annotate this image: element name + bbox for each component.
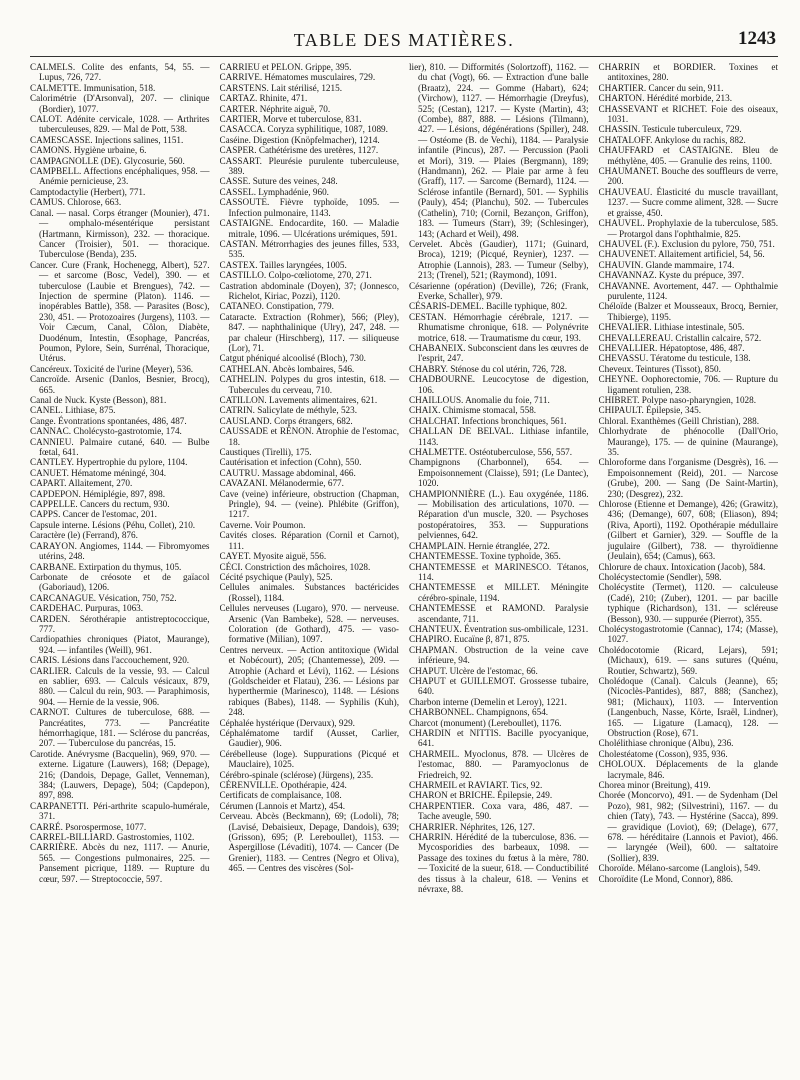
index-entry: CAMUS. Chlorose, 663.: [30, 197, 122, 208]
index-entry: CARIS. Lésions dans l'accouchement, 920.: [30, 655, 190, 666]
index-column-2: [220, 62, 400, 1072]
index-entry: CHEVALLEREAU. Cristallin calcaire, 572.: [598, 332, 762, 343]
index-entry: CATANEO. Constipation, 779.: [219, 301, 334, 312]
index-entry: Chlorure de chaux. Intoxication (Jacob), 584.: [598, 561, 766, 572]
index-entry: CATILLON. Lavements alimentaires, 621.: [219, 395, 378, 405]
index-entry: CARRÉ. Psorospermose, 1077.: [30, 821, 147, 832]
page-header: [30, 0, 778, 50]
index-entry: Cholécystectomie (Sendler), 598.: [598, 571, 722, 582]
index-entry: Canal de Nuck. Kyste (Besson), 881.: [30, 395, 167, 405]
index-entry: CHARRIN et BORDIER. Toxines et antitoxines, 280.: [598, 62, 778, 83]
index-entry: Carbonate de créosote et de gaïacol (Gaboriaud), 1206.: [30, 571, 210, 593]
index-entry: CHARRIER. Néphrites, 126, 127.: [409, 821, 535, 832]
index-entry: CANUET. Hématome méningé, 304.: [30, 467, 167, 478]
index-entry: CHAPIRO. Eucaïne β, 871, 875.: [409, 634, 530, 645]
index-entry: CAPPELLE. Cancers du rectum, 930.: [30, 499, 170, 510]
index-entry: Centres nerveux. — Action antitoxique (Widal et Nobécourt), 205; (Chantemesse), 209. — Atrophie (Achard et Lévi), 1162. — Lésions (Goldscheider et Flatau), 236. — Lésions par hyperthermie (Marinesco), 1148. — Lésions rabiques (Babes), 1148. — Syphilis (Kuh), 248.: [219, 644, 399, 718]
index-entry: CHIBRET. Polype naso-pharyngien, 1028.: [598, 395, 757, 405]
index-entry: CAPPS. Cancer de l'estomac, 201.: [30, 509, 157, 520]
index-entry: CARPANETTI. Péri-arthrite scapulo-humérale, 371.: [30, 800, 210, 822]
index-entry: Cholédoque (Canal). Calculs (Jeanne), 65; (Nicoclès-Pantides), 887, 888; (Sanchez), 981; (Michaux), 1103. — Intervention (Langenbuch, Nasse, Körte, Israël, Lindner), 165. — Ligature (Lamacq), 128. — Obstruction (Rose), 671.: [598, 675, 778, 738]
index-entry: CHANTEMESSE. Toxine typhoïde, 365.: [409, 551, 561, 562]
index-columns: [30, 62, 778, 1072]
index-entry: CHATALOFF. Ankylose du rachis, 882.: [598, 134, 746, 145]
index-entry: CHAVANNAZ. Kyste du prépuce, 397.: [598, 270, 744, 281]
index-entry: CALOT. Adénite cervicale, 1028. — Arthrites tuberculeuses, 829. — Mal de Pott, 538.: [30, 114, 210, 135]
index-entry: Chloroforme dans l'organisme (Desgrès), 16. — Empoisonnement (Reid), 201. — Narcose (Grube), 200. — Sang (De Saint-Martin), 230; (Desgrez), 232.: [598, 457, 778, 499]
index-entry: Cholélithiase chronique (Albu), 236.: [598, 738, 734, 749]
index-entry: Cancroïde. Arsenic (Danlos, Besnier, Brocq), 665.: [30, 374, 210, 395]
index-entry: CHAUVEL (F.). Exclusion du pylore, 750, 751.: [598, 238, 775, 249]
index-entry: Cholécystogastrotomie (Cannac), 174; (Masse), 1027.: [598, 623, 778, 645]
index-entry: CARLIER. Calculs de la vessie, 93. — Calcul en sablier, 693. — Calculs vésicaux, 879, 880. — Calcul du rein, 903. — Paraphimosis, 904. — Hernie de la vessie, 906.: [30, 665, 210, 707]
index-entry: CHARON et BRICHE. Épilepsie, 249.: [409, 790, 553, 801]
index-entry: CAMONS. Hygiène urbaine, 6.: [30, 145, 147, 156]
index-entry: lier), 810. — Difformités (Solortzoff), 1162. — du chat (Vogt), 66. — Extraction d'une balle (Braatz), 224. — Gomme (Habart), 624; (Virchow), 1127. — Hémorrhagie (Dreyfus), 525; (Cestan), 1217. — Kyste (Martin), 43; (Combe), 887, 888. — Lésions (Tilmann), 427. — Lésions, dégénérations (Spiller), 248. — Ostéome (B. de Vechi), 1184. — Paralysie infantile (Pincus), 287. — Percussion (Paoli et Mori), 319. — Plaies (Bergmann), 189; (Handmann), 262. — Plaie par arme à feu (Graff), 117. — Sarcome (Bernard), 1124. — Sclérose infantile (Bernard), 501. — Syphilis (Pauly), 454; (Planchu), 502. — Tubercules (Cathelin), 710; (Cornil, Bezançon, Griffon), 183. — Tumeurs (Starr), 39; (Schlesinger), 143; (Achard et Weil), 498.: [409, 62, 589, 239]
index-entry: Cancer. Cure (Frank, Hochenegg, Albert), 527. — et sarcome (Bosc, Vedel), 390. — et tuberculose (Laubie et Brengues), 742. — Injection de sperminе (Platon). 1146. — inopérables Battle), 358. — Parasites (Bosc), 230, 451. — Protozoaires (Jurgens), 1103. — Voir Cæcum, Canal, Côlon, Diabète, Duodénum, Intestin, Œsophage, Pancréas, Poumon, Pylore, Sein, Surrénal, Thoracique, Utérus.: [30, 259, 210, 364]
index-entry: CARTER. Néphrite aiguë, 70.: [219, 103, 331, 114]
index-entry: CHABANEIX. Subconscient dans les œuvres de l'esprit, 247.: [409, 342, 589, 364]
index-entry: CASSEL. Lymphadénie, 960.: [219, 186, 329, 197]
index-entry: CHAUVEAU. Élasticité du muscle travaillant, 1237. — Sucre comme aliment, 328. — Sucre et graisse, 450.: [598, 186, 778, 218]
index-entry: CHEVASSU. Tératome du testicule, 138.: [598, 353, 751, 364]
index-entry: CARRIEU et PELON. Grippe, 395.: [219, 62, 352, 72]
index-entry: CARAYON. Angiomes, 1144. — Fibromyomes utérins, 248.: [30, 540, 210, 562]
index-entry: Castration abdominale (Doyen), 37; (Jonnesco, Richelot, Kiriac, Pozzi), 1120.: [219, 280, 399, 301]
index-entry: CHALMETTE. Ostéotuberculose, 556, 557.: [409, 447, 573, 458]
index-entry: CHARRIN. Hérédité de la tuberculose, 836. — Mycosporidies des barbeaux, 1098. — Passage des toxines du fœtus à la mère, 780. — Toxicité de la sueur, 618. — Conductibilité des tissus à la chaleur, 618. — Venins et névraxe, 88.: [409, 832, 589, 895]
index-entry: Cange. Évontrations spontanées, 486, 487.: [30, 415, 187, 426]
index-entry: CHIPAULT. Épilepsie, 345.: [598, 405, 702, 416]
index-entry: CHEVALLIER. Hépatoptose, 486, 487.: [598, 342, 745, 353]
index-entry: CHARTIER. Cancer du sein, 911.: [598, 82, 724, 93]
index-entry: CANNIEU. Palmaire cutané, 640. — Bulbe fœtal, 641.: [30, 436, 210, 458]
index-entry: CHARDIN et NITTIS. Bacille pyocyanique, 641.: [409, 728, 589, 749]
index-entry: CASTAIGNE. Endocardite, 160. — Maladie mitrale, 1096. — Ulcérations urémiques, 591.: [219, 218, 399, 239]
index-entry: CHAUVEL. Prophylaxie de la tuberculose, 585. — Protargol dans l'ophthalmie, 825.: [598, 218, 778, 239]
index-entry: CASSOUTE. Fièvre typhoïde, 1095. — Infection pulmonaire, 1143.: [219, 197, 399, 218]
index-entry: CHAPUT. Ulcère de l'estomac, 66.: [409, 665, 538, 676]
index-entry: CHAMPLAIN. Hernie étranglée, 272.: [409, 540, 550, 551]
index-entry: Cellules animales. Substances bactéricides (Rossel), 1184.: [219, 582, 399, 603]
index-entry: CHAMPIONNIÈRE (L.). Eau oxygénée, 1186. — Mobilisation des articulations, 1070. — Réparation d'un muscle, 320. — Psychoses postopératoires, 353. — Suppurations pelviennes, 642.: [409, 488, 589, 541]
index-entry: CASACCA. Coryza syphilitique, 1087, 1089.: [219, 124, 388, 135]
index-entry: CHAVANNE. Avortement, 447. — Ophthalmie purulente, 1124.: [598, 280, 778, 301]
index-entry: Chorea minor (Breitung), 419.: [598, 780, 711, 791]
index-entry: Cérébelleuse (loge). Suppurations (Picqué et Mauclaire), 1025.: [219, 748, 399, 770]
index-entry: Carotide. Anévrysme (Bacquelin), 969, 970. — externe. Ligature (Lauwers), 168; (Depage), 216; (Dandois, Depage, Gallet, Venneman), 384; (Lauwers, Depage), 504; (Capdepon), 897, 898.: [30, 748, 210, 801]
index-entry: Cérumen (Lannois et Martz), 454.: [219, 800, 346, 811]
index-entry: CÉSARIS-DEMEL. Bacille typhique, 802.: [409, 301, 568, 312]
index-entry: CHAUMANET. Bouche des souffleurs de verre, 200.: [598, 166, 778, 187]
index-entry: Caustiques (Tirelli), 175.: [219, 447, 312, 458]
index-entry: CHEVALIER. Lithiase intestinale, 505.: [598, 322, 745, 333]
index-entry: Cave (veine) inférieure, obstruction (Chapman, Pringle), 94. — (veine). Phlébite (Griffon), 1217.: [219, 488, 399, 520]
index-entry: CAPART. Allaitement, 270.: [30, 478, 133, 489]
index-entry: Cardiopathies chroniques (Piatot, Maurange), 924. — infantiles (Weill), 961.: [30, 634, 210, 655]
index-entry: Cécité psychique (Pauly), 525.: [219, 571, 333, 582]
index-entry: Capsule interne. Lésions (Péhu, Collet), 210.: [30, 519, 196, 530]
index-entry: CHAUVENET. Allaitement artificiel, 54, 56.: [598, 249, 765, 260]
index-entry: Cautérisation et infection (Cohn), 550.: [219, 457, 362, 468]
index-entry: CÉCI. Constriction des mâchoires, 1028.: [219, 561, 371, 572]
index-entry: CARRIVE. Hématomes musculaires, 729.: [219, 72, 376, 83]
index-entry: Cheveux. Teintures (Tissot), 850.: [598, 363, 721, 374]
index-entry: Certificats de complaisance, 108.: [219, 790, 342, 801]
index-entry: Cérébro-spinale (sclérose) (Jürgens), 235.: [219, 769, 374, 780]
index-entry: Chéloïde (Balzer et Mousseaux, Brocq, Bernier, Thibierge), 1195.: [598, 301, 778, 322]
index-entry: CARTAZ. Rhinite, 471.: [219, 93, 308, 104]
index-entry: CAPDEPON. Hémiplégie, 897, 898.: [30, 488, 165, 499]
index-entry: Catgut phéniqué alcoolisé (Bloch), 730.: [219, 353, 366, 364]
index-entry: CAYET. Myosite aiguë, 556.: [219, 551, 327, 562]
index-entry: CHASSIN. Testicule tuberculeux, 729.: [598, 124, 742, 135]
index-entry: CARNOT. Cultures de tuberculose, 688. — Pancréatites, 773. — Pancréatite hémorrhagique, 181. — Sclérose du pancréas, 207. — Tuberculose du pancréas, 15.: [30, 707, 210, 749]
index-entry: Calorimétrie (D'Arsonval), 207. — clinique (Bordier), 1077.: [30, 93, 210, 114]
index-entry: CARDEN. Sérothérapie antistreptococcique, 777.: [30, 613, 210, 634]
index-entry: Cholestéatome (Cosson), 935, 936.: [598, 748, 728, 759]
index-entry: Chlorhydrate de phénocolle (Dall'Orio, Maurange), 175. — de quinine (Maurange), 35.: [598, 426, 778, 458]
index-entry: CHANTEUX. Éventration sus-ombilicale, 1231.: [409, 623, 589, 634]
index-entry: CHARPENTIER. Coxa vara, 486, 487. — Tache aveugle, 590.: [409, 800, 589, 822]
index-entry: CHARMEIL et RAVIART. Tics, 92.: [409, 780, 543, 791]
index-entry: CHASSEVANT et RICHET. Foie des oiseaux, 1031.: [598, 103, 778, 125]
index-entry: CHANTEMESSE et RAMOND. Paralysie ascendante, 711.: [409, 603, 589, 624]
index-entry: Cellules nerveuses (Lugaro), 970. — nerveuse. Arsenic (Van Bambeke), 528. — nerveuses. Coloration (de Gothard), 475. — vaso-formative (Milian), 1097.: [219, 603, 399, 645]
index-entry: CAMPAGNOLLE (DE). Glycosurie, 560.: [30, 155, 185, 166]
index-entry: Céphalématome tardif (Ausset, Carlier, Gaudier), 906.: [219, 728, 399, 749]
index-entry: CASSART. Pleurésie purulente tuberculeuse, 389.: [219, 155, 399, 177]
index-entry: CALMETTE. Immunisation, 518.: [30, 82, 156, 93]
index-entry: Céphalée hystérique (Dervaux), 929.: [219, 717, 355, 728]
index-entry: CARRIÈRE. Abcès du nez, 1117. — Anurie, 565. — Congestions pulmonaires, 225. — Pansement picrique, 1189. — Rupture du cœur, 597. — Streptococcie, 597.: [30, 842, 210, 884]
index-entry: CHAUFFARD et CASTAIGNE. Bleu de méthylène, 405. — Granulie des reins, 1100.: [598, 145, 778, 166]
index-entry: Cholédocotomie (Ricard, Lejars), 591; (Michaux), 619. — sans sutures (Quénu, Routier, Schwartz), 569.: [598, 644, 778, 676]
index-entry: CASTAN. Métrorrhagies des jeunes filles, 533, 535.: [219, 238, 399, 260]
index-column-1: [30, 62, 210, 1072]
index-entry: Chloral. Exanthèmes (Geill Christian), 288.: [598, 415, 759, 426]
index-entry: CARTIER, Morve et tuberculose, 831.: [219, 114, 362, 125]
index-entry: Caractère (le) (Ferrand), 876.: [30, 530, 138, 541]
index-entry: CHAILLOUS. Anomalie du foie, 711.: [409, 395, 550, 405]
index-entry: CASPER. Cathétérisme des uretères, 1127.: [219, 145, 379, 156]
index-entry: Chorée (Moncorvo), 491. — de Sydenham (Del Pozo), 981, 982; (Silvestrini), 1167. — du chien (Taty), 743. — Hystérine (Sacca), 899. — gravidique (Loviot), 69; (Delage), 677, 678. — héréditaire (Lannois et Paviot), 466. — laryngée (Weil), 600. — saltatoire (Sollier), 839.: [598, 790, 778, 863]
index-entry: CHANTEMESSE et MARINESCO. Tétanos, 114.: [409, 561, 589, 582]
index-entry: CANEL. Lithiase, 875.: [30, 405, 116, 416]
index-entry: CALMELS. Colite des enfants, 54, 55. — Lupus, 726, 727.: [30, 62, 210, 83]
index-entry: CHAPMAN. Obstruction de la veine cave inférieure, 94.: [409, 644, 589, 666]
index-entry: Charcot (monument) (Lereboullet), 1176.: [409, 717, 562, 728]
index-entry: Canal. — nasal. Corps étranger (Mounier), 471. — omphalo-mésentérique persistant (Hartmann, Kirmisson), 232. — thoracique. Cancer (Troisier), 501. — thoracique. Tuberculose (Benda), 235.: [30, 207, 210, 260]
index-entry: Caverne. Voir Poumon.: [219, 519, 306, 530]
index-entry: CHALLAN DE BELVAL. Lithiase infantile, 1143.: [409, 426, 589, 447]
index-entry: CATHELAN. Abcès lombaires, 546.: [219, 363, 355, 374]
index-entry: CHAIX. Chimisme stomacal, 558.: [409, 405, 537, 416]
index-entry: CAVAZANI. Mélanodermie, 677.: [219, 478, 344, 489]
index-entry: Chlorose (Etienne et Demange), 426; (Grawitz), 436; (Demange), 607, 608; (Eliason), 894; (Riva, Aporti), 1192. Opothérapie médullaire (Gilbert et Garnier), 329. — Souffle de la jugulaire (Gilbert), 738. — thyroïdienne (Jeulain), 654; (Camus), 663.: [598, 499, 778, 562]
index-entry: Choroïdite (Le Mond, Connor), 886.: [598, 873, 733, 884]
index-entry: Charbon interne (Demelin et Leroy), 1221.: [409, 696, 567, 707]
index-entry: Caséine. Digestion (Knöpfelmacher), 1214.: [219, 134, 380, 145]
header-rule: [30, 56, 778, 57]
index-column-3: [409, 62, 589, 1072]
index-entry: CHABRY. Sténose du col utérin, 726, 728.: [409, 363, 567, 374]
index-entry: CÉRENVILLE. Opothérapie, 424.: [219, 780, 347, 791]
index-entry: Césarienne (opération) (Deville), 726; (Frank, Everke, Schaller), 979.: [409, 280, 589, 301]
index-entry: CHAPUT et GUILLEMOT. Grossesse tubaire, 640.: [409, 675, 589, 697]
index-entry: Champignons (Charbonnel), 654. — Empoisonnement (Claisse), 591; (Le Dantec), 1020.: [409, 457, 589, 489]
index-entry: CARSTENS. Lait stérilisé, 1215.: [219, 82, 342, 93]
index-entry: Cancéreux. Toxicité de l'urine (Meyer), 536.: [30, 363, 194, 374]
index-entry: CATRIN. Salicylate de méthyle, 523.: [219, 405, 358, 416]
index-entry: CHALCHAT. Infections bronchiques, 561.: [409, 415, 567, 426]
index-entry: CAUTRU. Massage abdominal, 466.: [219, 467, 356, 478]
index-entry: Cervelet. Abcès (Gaudier), 1171; (Guinard, Broca), 1219; (Picqué, Reynier), 1237. — Atrophie (Lannois), 283. — Tumeur (Selby), 213; (Trenel), 521; (Raymond), 1091.: [409, 238, 589, 281]
index-entry: CASSE. Suture des veines, 248.: [219, 176, 338, 187]
index-entry: CHADBOURNE. Leucocytose de digestion, 106.: [409, 374, 589, 395]
index-entry: CASTEX. Tailles laryngées, 1005.: [219, 259, 347, 270]
index-entry: Cholécystite (Termet), 1120. — calculeuse (Cadé), 210; (Zuber), 1201. — par bacille typhique (Richardson), 131. — scléreuse (Besson), 930. — suppurée (Pierrot), 355.: [598, 582, 778, 624]
index-entry: CARCANAGUE. Vésication, 750, 752.: [30, 592, 177, 603]
index-entry: CHARMEIL. Myoclonus, 878. — Ulcères de l'estomac, 880. — Paramyoclonus de Friedreich, 92.: [409, 748, 589, 780]
index-entry: Cavités closes. Réparation (Cornil et Carnot), 111.: [219, 530, 399, 551]
index-entry: CHARTON. Hérédité morbide, 213.: [598, 93, 732, 104]
index-entry: CASTILLO. Colpo-cœliotome, 270, 271.: [219, 270, 372, 281]
index-entry: Cerveau. Abcès (Beckmann), 69; (Lodoli), 78; (Lavisé, Debaisieux, Depage, Dandois), 639; (Grisson), 695; (P. Lereboullet), 1153. — Aspergillose (Lévaditi), 1074. — Cancer (De Grenier), 1183. — Centres (Negro et Oliva), 465. — Centres des viscères (Sol-: [219, 811, 399, 874]
page-title: TABLE DES MATIÈRES.: [293, 30, 515, 50]
index-entry: CARBANE. Extirpation du thymus, 105.: [30, 561, 182, 572]
page-number: 1243: [738, 28, 776, 49]
index-entry: CAMPBELL. Affections encéphaliques, 958. — Anémie pernicieuse, 23.: [30, 166, 210, 187]
index-entry: CHAUVIN. Glande mammaire, 174.: [598, 259, 735, 270]
index-entry: CESTAN. Hémorrhagie cérébrale, 1217. — Rhumatisme chronique, 618. — Polynévrite motrice, 618. — Traumatisme du cœur, 193.: [409, 311, 589, 343]
index-entry: CAMESCASSE. Injections salines, 1151.: [30, 134, 184, 145]
index-entry: CHOLOUX. Déplacements de la glande lacrymale, 846.: [598, 759, 778, 780]
index-entry: CANTLEY. Hypertrophie du pylore, 1104.: [30, 457, 188, 468]
index-entry: CHANTEMESSE et MILLET. Méningite cérébro-spinale, 1194.: [409, 582, 589, 603]
index-entry: CANNAC. Cholécysto-gastrotomie, 174.: [30, 426, 182, 437]
index-column-4: [599, 62, 779, 1072]
index-entry: Choroïde. Mélano-sarcome (Langlois), 549.: [598, 863, 761, 874]
index-entry: CAUSSADE et RÉNON. Atrophie de l'estomac, 18.: [219, 426, 399, 447]
index-entry: CHARBONNEL. Champignons, 654.: [409, 707, 549, 718]
index-entry: CAUSLAND. Corps étrangers, 682.: [219, 415, 353, 426]
index-entry: CARDEHAC. Purpuras, 1063.: [30, 603, 144, 614]
index-entry: Camptodactylie (Herbert), 771.: [30, 186, 146, 197]
index-entry: Cataracte. Extraction (Rohmer), 566; (Pley), 847. — naphthalinique (Ulry), 247, 248. — par chaleur (Hirschberg), 117. — siliqueuse (Lor), 71.: [219, 311, 399, 353]
index-entry: CATHELIN. Polypes du gros intestin, 618. — Tubercules du cerveau, 710.: [219, 374, 399, 395]
index-entry: CARREL-BILLIARD. Gastrostomies, 1102.: [30, 832, 195, 843]
index-entry: CHEYNE. Oophorectomie, 706. — Rupture du ligament rotulien, 238.: [598, 374, 778, 395]
